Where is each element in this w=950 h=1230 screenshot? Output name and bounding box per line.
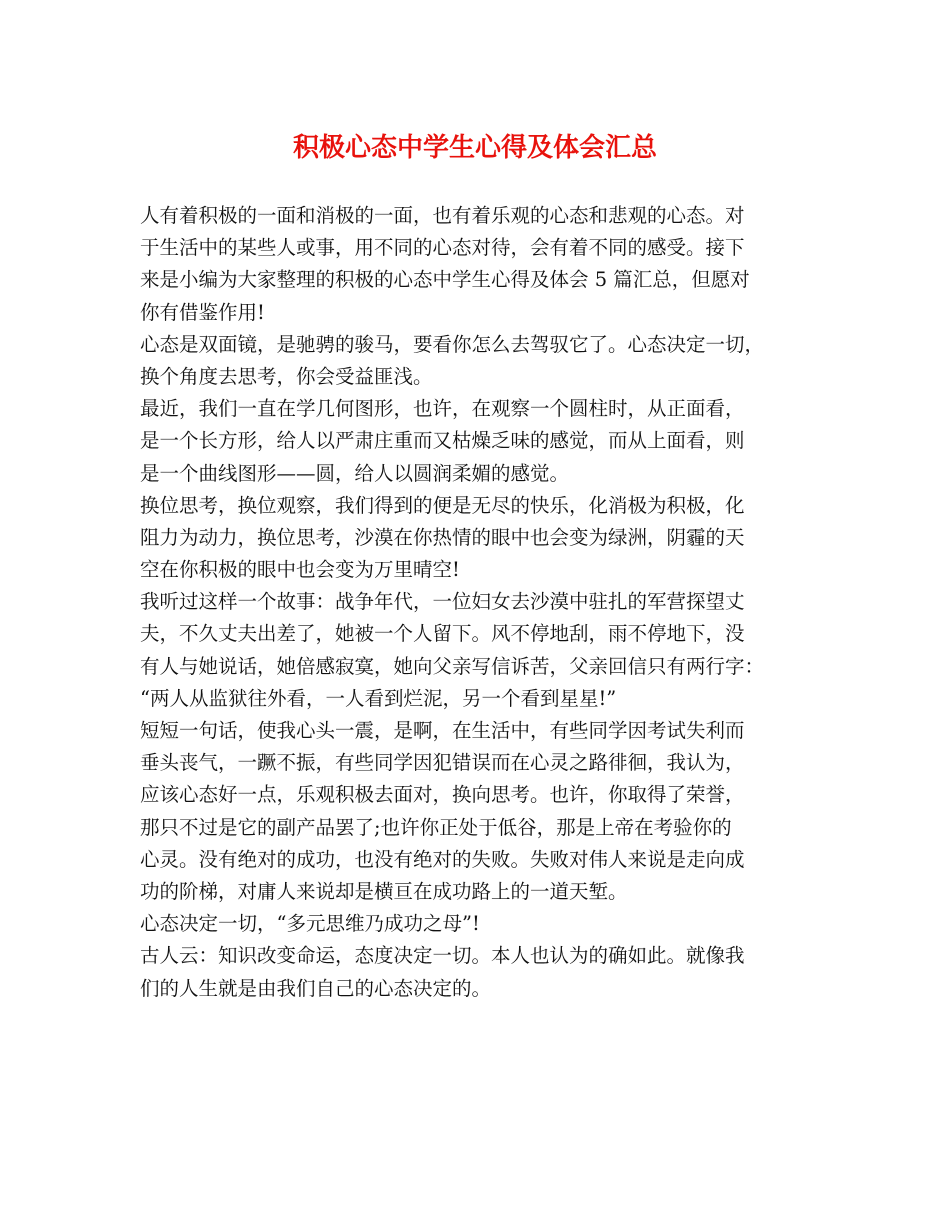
text-line: 夫，不久丈夫出差了，她被一个人留下。风不停地刮，雨不停地下，没 xyxy=(140,622,745,646)
document-title: 积极心态中学生心得及体会汇总 xyxy=(292,133,657,163)
text-line: 来是小编为大家整理的积极的心态中学生心得及体会 5 篇汇总，但愿对 xyxy=(140,268,750,292)
text-line: 最近，我们一直在学几何图形，也许，在观察一个圆柱时，从正面看， xyxy=(140,397,745,421)
text-line: 有人与她说话，她倍感寂寞，她向父亲写信诉苦，父亲回信只有两行字： xyxy=(140,654,765,678)
text-line: 短短一句话，使我心头一震，是啊，在生活中，有些同学因考试失利而 xyxy=(140,719,745,742)
text-line: 于生活中的某些人或事，用不同的心态对待，会有着不同的感受。接下 xyxy=(140,236,745,260)
text-line: 功的阶梯，对庸人来说却是横亘在成功路上的一道天堑。 xyxy=(140,879,628,903)
document-body xyxy=(140,200,812,1005)
text-line: 心态决定一切，“多元思维乃成功之母”! xyxy=(140,912,480,936)
text-line: 应该心态好一点，乐观积极去面对，换向思考。也许，你取得了荣誉， xyxy=(140,783,745,807)
text-line: 心态是双面镜，是驰骋的骏马，要看你怎么去驾驭它了。心态决定一切， xyxy=(140,332,765,356)
text-line: 古人云：知识改变命运，态度决定一切。本人也认为的确如此。就像我 xyxy=(140,944,745,968)
text-line: 心灵。没有绝对的成功，也没有绝对的失败。失败对伟人来说是走向成 xyxy=(140,847,745,871)
text-line: 是一个长方形，给人以严肃庄重而又枯燥乏味的感觉，而从上面看，则 xyxy=(140,429,745,453)
text-line: 们的人生就是由我们自己的心态决定的。 xyxy=(140,976,492,1000)
text-line: 换位思考，换位观察，我们得到的便是无尽的快乐，化消极为积极，化 xyxy=(140,493,745,517)
text-line: “两人从监狱往外看，一人看到烂泥，另一个看到星星!” xyxy=(140,686,617,710)
text-line: 垂头丧气，一蹶不振，有些同学因犯错误而在心灵之路徘徊，我认为， xyxy=(140,751,745,775)
text-line: 换个角度去思考，你会受益匪浅。 xyxy=(140,364,433,388)
text-line: 你有借鉴作用! xyxy=(140,300,265,324)
text-line: 空在你积极的眼中也会变为万里晴空! xyxy=(140,558,460,582)
text-line: 人有着积极的一面和消极的一面，也有着乐观的心态和悲观的心态。对 xyxy=(140,204,745,227)
text-line: 是一个曲线图形——圆，给人以圆润柔媚的感觉。 xyxy=(140,461,570,485)
text-line: 那只不过是它的副产品罢了;也许你正处于低谷，那是上帝在考验你的 xyxy=(140,815,732,839)
text-line: 我听过这样一个故事：战争年代，一位妇女去沙漠中驻扎的军营探望丈 xyxy=(140,590,745,614)
text-line: 阻力为动力，换位思考，沙漠在你热情的眼中也会变为绿洲，阴霾的天 xyxy=(140,525,745,549)
